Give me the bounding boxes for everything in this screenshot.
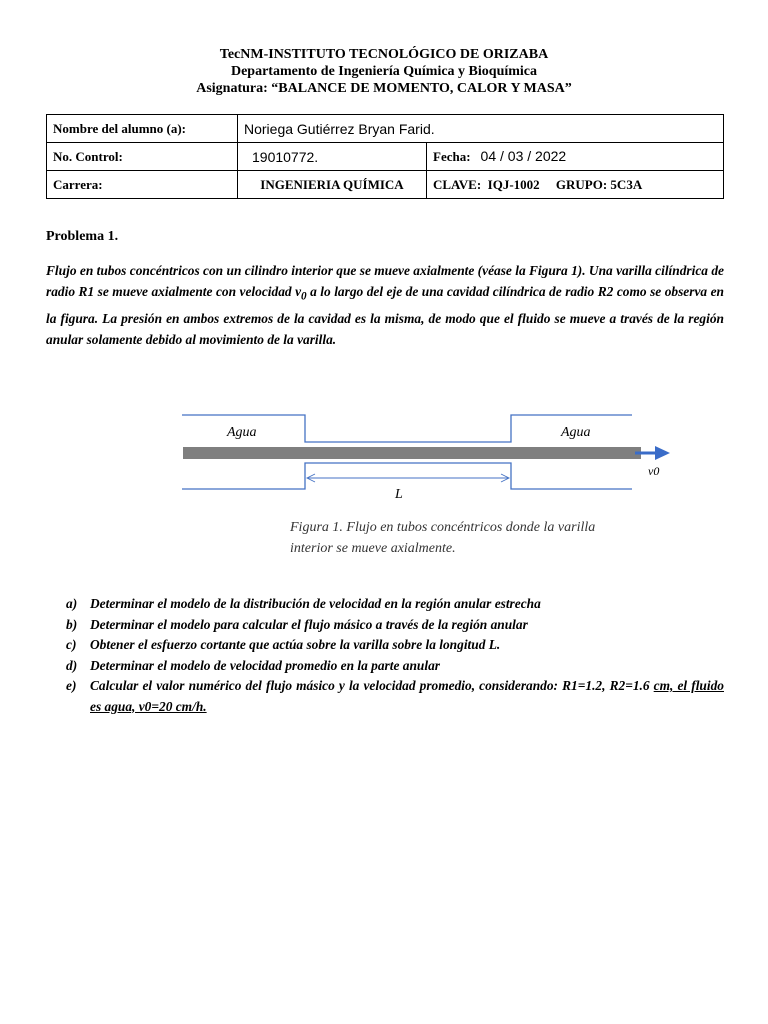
water-label-right: Agua xyxy=(561,425,591,440)
task-item xyxy=(66,615,724,636)
task-text: Calcular el valor numérico del flujo másico y la velocidad promedio, considerando: R1=1.2, R2=1.6 xyxy=(90,678,654,693)
career-row xyxy=(47,171,724,199)
task-marker: c) xyxy=(66,637,77,652)
task-marker: e) xyxy=(66,678,77,693)
clave-group: CLAVE: IQJ-1002 GRUPO: 5C3A xyxy=(427,171,724,199)
career-value: INGENIERIA QUÍMICA xyxy=(238,171,427,199)
problem-text-part2: a lo largo del eje de una cavidad cilíndrica de radio R2 como se observa en la figura. La presión en ambos extremos de la cavidad es la misma, de modo que el fluido se mueve a través de la región anular solamente debido al movimiento de la varilla. xyxy=(46,284,724,347)
task-list xyxy=(66,594,724,717)
name-value: Noriega Gutiérrez Bryan Farid. xyxy=(238,115,724,143)
figure-caption: Figura 1. Flujo en tubos concéntricos donde la varilla interior se mueve axialmente. xyxy=(290,520,596,556)
problem-statement xyxy=(46,260,724,350)
problem-text-subscript: 0 xyxy=(301,290,307,303)
task-text: Determinar el modelo de velocidad promedio en la parte anular xyxy=(90,657,440,673)
task-text: Obtener el esfuerzo cortante que actúa sobre la varilla sobre la longitud L. xyxy=(90,637,501,652)
task-marker: d) xyxy=(66,657,78,673)
velocity-arrow-head xyxy=(655,446,670,460)
cavity-lower-wall xyxy=(182,463,632,489)
problem-title: Problema 1. xyxy=(46,229,119,244)
date-value: 04 / 03 / 2022 xyxy=(480,148,567,164)
date-label: Fecha: xyxy=(433,149,471,164)
career-label: Carrera: xyxy=(47,171,238,199)
student-info-table xyxy=(46,114,724,199)
task-item xyxy=(66,635,724,656)
department-title: Departamento de Ingeniería Química y Bioquímica xyxy=(230,64,538,79)
task-item xyxy=(66,594,724,615)
name-row xyxy=(47,115,724,143)
velocity-label: v0 xyxy=(648,464,660,478)
document-header xyxy=(0,46,768,97)
task-item xyxy=(66,656,724,677)
concentric-tube-figure xyxy=(175,405,695,505)
task-marker: a) xyxy=(66,596,78,611)
task-item xyxy=(66,676,724,717)
task-text: Determinar el modelo para calcular el flujo másico a través de la región anular xyxy=(90,616,528,632)
date-cell xyxy=(427,143,724,171)
problem-text-part1: Flujo en tubos concéntricos con un cilindro interior que se mueve axialmente (véase la Figura 1). Una varilla cilíndrica de radio R1 se mueve axialmente con velocidad v xyxy=(46,263,724,299)
water-label-left: Agua xyxy=(227,425,257,440)
task-text: Determinar el modelo de la distribución de velocidad en la región anular estrecha xyxy=(90,596,541,611)
control-row xyxy=(47,143,724,171)
control-value: 19010772. xyxy=(238,143,427,171)
task-text-underlined: cm, el fluido es agua, v0=20 cm/h. xyxy=(90,678,724,714)
name-label: Nombre del alumno (a): xyxy=(47,115,238,143)
task-marker: b) xyxy=(66,616,78,632)
rod xyxy=(183,447,641,459)
length-label: L xyxy=(395,487,403,502)
institute-title: TecNM-INSTITUTO TECNOLÓGICO DE ORIZABA xyxy=(219,47,549,62)
control-label: No. Control: xyxy=(47,143,238,171)
subject-title: Asignatura: “BALANCE DE MOMENTO, CALOR Y MASA” xyxy=(196,81,572,96)
